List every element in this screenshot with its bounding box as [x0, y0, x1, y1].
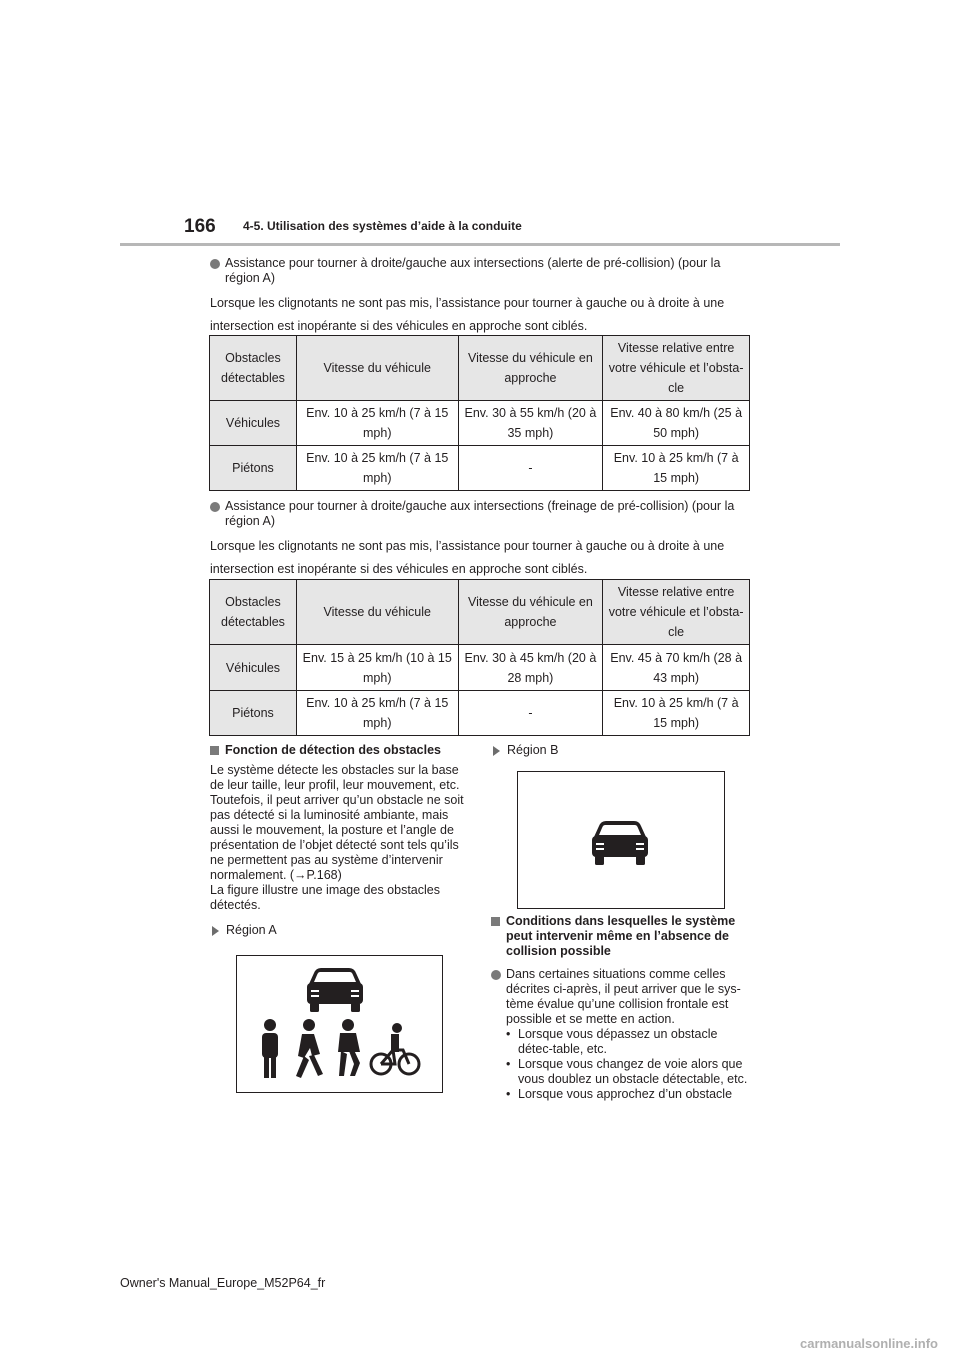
table-cell: -: [458, 691, 603, 736]
cyclist-icon: [371, 1023, 419, 1074]
table-cell: Env. 10 à 25 km/h (7 à 15 mph): [603, 446, 750, 491]
detection-heading: Fonction de détection des obstacles: [225, 743, 442, 757]
detection-body: Le système détecte les obstacles sur la base de leur taille, leur profil, leur mouvement, etc. Toutefois, il peut arriver qu’un obstacle ne soit pas détecté si la luminosité ambiante, mais aussi le mouvement, la posture et l’angle de présentation de l’objet détecté sont tels qu’ils ne permettent pas au système d’intervenir normalement. (→P.168): [210, 763, 464, 882]
table-row-header: Piétons: [210, 691, 297, 736]
speed-table-alert: [209, 335, 750, 491]
table-cell: Env. 10 à 25 km/h (7 à 15 mph): [603, 691, 750, 736]
table-cell: Env. 10 à 25 km/h (7 à 15 mph): [296, 401, 458, 446]
figure-region-b: [517, 771, 725, 909]
block-1-text: Lorsque les clignotants ne sont pas mis, l’assistance pour tourner à gauche ou à droite à une intersection est inopérante si des véhicules en approche sont ciblés.: [210, 296, 725, 333]
region-a-illustration: [237, 956, 442, 1092]
table-row-header: Véhicules: [210, 645, 297, 691]
pedestrian-icon: [338, 1019, 360, 1076]
table-header-cell: Vitesse du véhicule: [296, 336, 458, 401]
pedestrian-icon: [296, 1019, 323, 1078]
conditions-bullet: Dans certaines situations comme celles décrites ci-après, il peut arriver que le sys-tème évalue qu’une collision frontale est possible et se mette en action.: [506, 967, 741, 1026]
table-header-row: [210, 580, 750, 645]
square-bullet-icon: [491, 917, 500, 926]
region-b-illustration: [518, 772, 724, 908]
header-divider: [120, 243, 840, 246]
table-header-cell: Vitesse relative entre votre véhicule et l’obsta-cle: [603, 580, 750, 645]
footer-text: Owner's Manual_Europe_M52P64_fr: [120, 1276, 326, 1290]
list-item: • Lorsque vous approchez d’un obstacle: [506, 1087, 733, 1101]
watermark: carmanualsonline.info: [800, 1336, 938, 1351]
table-row: [210, 645, 750, 691]
table-row: [210, 401, 750, 446]
table-header-cell: Vitesse relative entre votre véhicule et l’obsta-cle: [603, 336, 750, 401]
section-title: 4-5. Utilisation des systèmes d’aide à la conduite: [243, 219, 522, 233]
table-row: [210, 691, 750, 736]
block-1: [210, 256, 750, 338]
table-row-header: Piétons: [210, 446, 297, 491]
table-cell: Env. 30 à 45 km/h (20 à 28 mph): [458, 645, 603, 691]
square-bullet-icon: [210, 746, 219, 755]
conditions-heading: Conditions dans lesquelles le système peut intervenir même en l’absence de collision possible: [506, 914, 736, 958]
block-1-bullet: Assistance pour tourner à droite/gauche aux intersections (alerte de pré-collision) (pour la région A): [225, 256, 721, 285]
table-header-cell: Vitesse du véhicule en approche: [458, 580, 603, 645]
block-2: [210, 499, 750, 581]
block-2-bullet: Assistance pour tourner à droite/gauche aux intersections (freinage de pré-collision) (pour la région A): [225, 499, 735, 528]
table-cell: Env. 15 à 25 km/h (10 à 15 mph): [296, 645, 458, 691]
speed-table-braking: [209, 579, 750, 736]
table-row-header: Véhicules: [210, 401, 297, 446]
pedestrian-icon: [262, 1019, 278, 1078]
region-b-section: [491, 743, 753, 758]
car-front-icon: [592, 821, 648, 865]
page-number: 166: [184, 216, 216, 237]
arrow-icon: [212, 926, 219, 936]
detection-body-2: La figure illustre une image des obstacles détectés.: [210, 883, 440, 912]
conditions-list: [491, 1027, 753, 1102]
table-header-cell: Vitesse du véhicule en approche: [458, 336, 603, 401]
block-2-text: Lorsque les clignotants ne sont pas mis, l’assistance pour tourner à gauche ou à droite à une intersection est inopérante si des véhicules en approche sont ciblés.: [210, 539, 725, 576]
bullet-icon: [491, 970, 501, 980]
detection-section: [210, 743, 472, 938]
table-cell: Env. 40 à 80 km/h (25 à 50 mph): [603, 401, 750, 446]
table-header-cell: Vitesse du véhicule: [296, 580, 458, 645]
arrow-icon: [493, 746, 500, 756]
table-cell: Env. 10 à 25 km/h (7 à 15 mph): [296, 446, 458, 491]
table-cell: Env. 10 à 25 km/h (7 à 15 mph): [296, 691, 458, 736]
table-row: [210, 446, 750, 491]
table-header-row: [210, 336, 750, 401]
bullet-icon: [210, 502, 220, 512]
table-cell: Env. 30 à 55 km/h (20 à 35 mph): [458, 401, 603, 446]
table-header-cell: Obstacles détectables: [210, 580, 297, 645]
region-a-label: Région A: [226, 923, 277, 937]
figure-region-a: [236, 955, 443, 1093]
table-cell: Env. 45 à 70 km/h (28 à 43 mph): [603, 645, 750, 691]
region-b-label: Région B: [507, 743, 559, 757]
list-item: • Lorsque vous changez de voie alors que vous doublez un obstacle détectable, etc.: [506, 1057, 748, 1086]
bullet-icon: [210, 259, 220, 269]
conditions-section: [491, 914, 753, 1102]
table-header-cell: Obstacles détectables: [210, 336, 297, 401]
table-cell: -: [458, 446, 603, 491]
car-front-icon: [307, 968, 363, 1012]
list-item: • Lorsque vous dépassez un obstacle détec-table, etc.: [506, 1027, 718, 1056]
